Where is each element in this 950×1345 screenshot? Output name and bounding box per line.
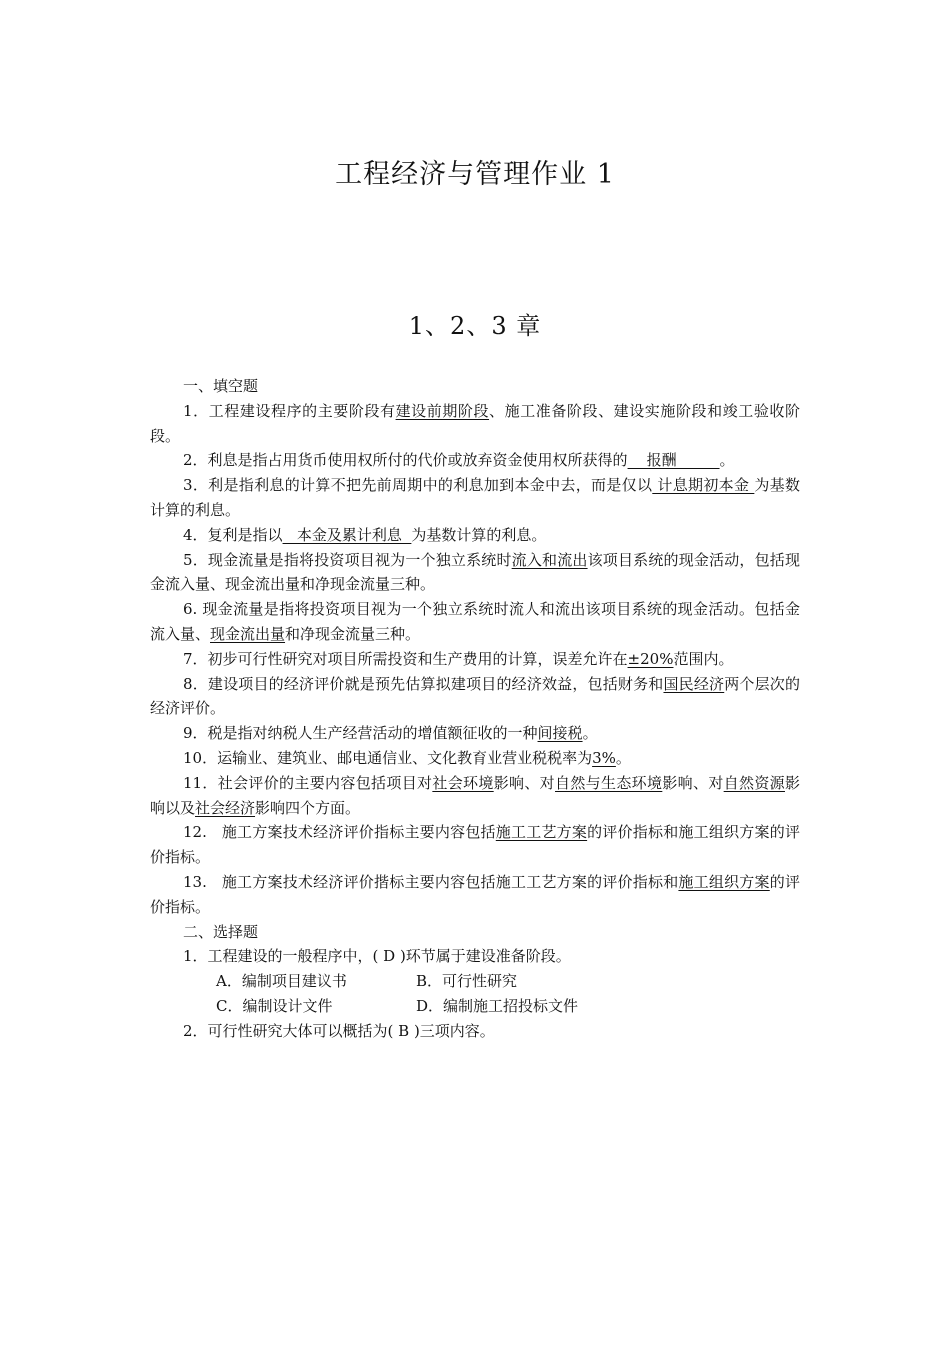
question-2: 2．利息是指占用货币使用权所付的代价或放弃资金使用权所获得的 报酬 。: [183, 451, 735, 470]
question-7: 7．初步可行性研究对项目所需投资和生产费用的计算，误差允许在±20%范围内。: [183, 649, 734, 668]
answer: 本金及累计利息: [282, 525, 412, 544]
choice-question-2: 2．可行性研究大体可以概括为( B )三项内容。: [183, 1021, 495, 1040]
answer: 自然与生态环境: [555, 773, 663, 792]
answer: 现金流出量: [210, 624, 286, 643]
answer: 报酬: [627, 451, 720, 470]
options-row: [150, 994, 800, 1019]
answer: 国民经济: [663, 674, 725, 693]
option-d: D．编制施工招投标文件: [416, 996, 579, 1015]
option-b: B．可行性研究: [416, 972, 518, 991]
question-6: 6. 现金流量是指将投资项目视为一个独立系统时流人和流出该项目系统的现金活动。包括金流入量、现金流出量和净现金流量三种。: [150, 600, 800, 643]
question-1: 1．工程建设程序的主要阶段有建设前期阶段、施工准备阶段、建设实施阶段和竣工验收阶段。: [150, 401, 800, 445]
question-5: 5．现金流量是指将投资项目视为一个独立系统时流入和流出该项目系统的现金活动，包括现金流入量、现金流出量和净现金流量三种。: [150, 550, 800, 594]
answer: 建设前期阶段: [395, 401, 490, 420]
question-4: 4．复利是指以 本金及累计利息 为基数计算的利息。: [183, 525, 547, 544]
answer: 计息期初本金: [652, 476, 755, 495]
option-a: A．编制项目建议书: [216, 972, 347, 991]
question-11: 11．社会评价的主要内容包括项目对社会环境影响、对自然与生态环境影响、对自然资源影响以及社会经济影响四个方面。: [150, 773, 800, 817]
answer: 3%: [592, 748, 616, 767]
choice-question-1: 1．工程建设的一般程序中，( D )环节属于建设准备阶段。: [183, 947, 571, 966]
question-13: 13. 施工方案技术经济评价揩标主要内容包括施工工艺方案的评价指标和施工组织方案的评价指标。: [150, 872, 800, 916]
answer: ±20%: [627, 649, 674, 668]
answer: 间接税: [537, 724, 583, 743]
question-12: 12. 施工方案技术经济评价指标主要内容包括施工工艺方案的评价指标和施工组织方案的评价指标。: [150, 823, 800, 867]
chapter-heading: 1、2、3 章: [408, 312, 542, 340]
question-8: 8．建设项目的经济评价就是预先估算拟建项目的经济效益，包括财务和国民经济两个层次的经济评价。: [150, 674, 800, 718]
document-title: 工程经济与管理作业 1: [335, 159, 615, 190]
document-body: [150, 374, 800, 1044]
options-row: [150, 969, 800, 994]
section-heading-fill-blank: 一、填空题: [183, 377, 259, 395]
option-c: C．编制设计文件: [216, 996, 333, 1015]
section-heading-choice: 二、选择题: [183, 922, 259, 941]
answer: 自然资源: [723, 773, 785, 792]
answer: 施工工艺方案: [495, 823, 588, 842]
question-3: 3．利是指利息的计算不把先前周期中的利息加到本金中去，而是仅以 计息期初本金 为基数计算的利息。: [150, 476, 800, 519]
question-10: 10．运输业、建筑业、邮电通信业、文化教育业营业税税率为3%。: [183, 748, 631, 767]
question-9: 9．税是指对纳税人生产经营活动的增值额征收的一种间接税。: [183, 724, 598, 743]
answer: 社会环境: [432, 773, 494, 792]
answer: 社会经济: [195, 798, 256, 817]
answer: 施工组织方案: [678, 872, 770, 891]
answer: 流入和流出: [511, 550, 588, 569]
